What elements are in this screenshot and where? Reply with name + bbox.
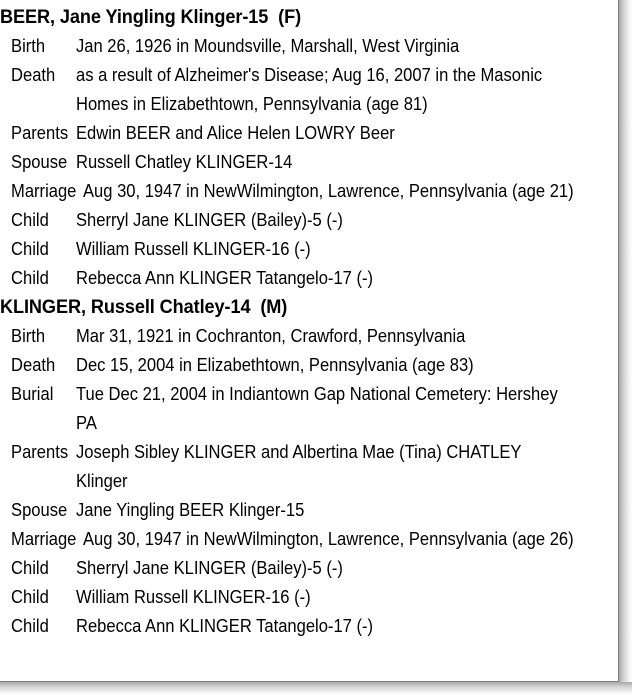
fact-label: Parents — [11, 442, 69, 462]
fact-label: Child — [11, 268, 49, 288]
fact-value: Sherryl Jane KLINGER (Bailey)-5 (-) — [76, 558, 343, 578]
fact-value: Russell Chatley KLINGER-14 — [76, 152, 293, 172]
fact-label: Child — [11, 558, 49, 578]
fact-value: Mar 31, 1921 in Cochranton, Crawford, Pennsylvania — [76, 326, 466, 346]
fact-value: William Russell KLINGER-16 (-) — [76, 239, 311, 259]
fact-row — [0, 119, 618, 148]
fact-row — [0, 322, 618, 351]
fact-label: Spouse — [11, 152, 68, 172]
fact-label: Child — [11, 616, 49, 636]
fact-label: Death — [11, 65, 56, 85]
fact-row — [0, 583, 618, 612]
fact-row — [0, 380, 618, 438]
fact-row — [0, 206, 618, 235]
person-header: BEER, Jane Yingling Klinger-15 (F) — [0, 6, 302, 28]
fact-value: William Russell KLINGER-16 (-) — [76, 587, 311, 607]
fact-label: Birth — [11, 326, 46, 346]
fact-value: Jane Yingling BEER Klinger-15 — [76, 500, 305, 520]
fact-label: Burial — [11, 384, 54, 404]
fact-label: Parents — [11, 123, 69, 143]
fact-value: Dec 15, 2004 in Elizabethtown, Pennsylvania (age 83) — [76, 355, 474, 375]
fact-row — [0, 612, 618, 641]
fact-row — [0, 496, 618, 525]
fact-row — [0, 554, 618, 583]
person-record — [0, 3, 618, 293]
fact-value: Aug 30, 1947 in NewWilmington, Lawrence, Pennsylvania (age 26) — [83, 529, 574, 549]
fact-row — [0, 264, 618, 293]
fact-label: Death — [11, 355, 56, 375]
fact-value: Tue Dec 21, 2004 in Indiantown Gap National Cemetery: Hershey PA — [76, 384, 563, 433]
fact-label: Marriage — [11, 529, 77, 549]
fact-row — [0, 148, 618, 177]
fact-row — [0, 351, 618, 380]
fact-label: Child — [11, 587, 49, 607]
fact-row — [0, 235, 618, 264]
fact-label: Child — [11, 210, 49, 230]
fact-row — [0, 177, 618, 206]
fact-label: Spouse — [11, 500, 68, 520]
fact-label: Marriage — [11, 181, 77, 201]
fact-value: Aug 30, 1947 in NewWilmington, Lawrence, Pennsylvania (age 21) — [83, 181, 574, 201]
frame-shadow-bottom — [0, 682, 632, 695]
fact-value: as a result of Alzheimer's Disease; Aug 16, 2007 in the Masonic Homes in Elizabethtown, Pennsylvania (age 81) — [76, 65, 547, 114]
person-header: KLINGER, Russell Chatley-14 (M) — [0, 296, 288, 318]
frame-shadow-right — [619, 0, 632, 682]
fact-value: Rebecca Ann KLINGER Tatangelo-17 (-) — [76, 268, 374, 288]
fact-value: Edwin BEER and Alice Helen LOWRY Beer — [76, 123, 395, 143]
person-record — [0, 293, 618, 641]
fact-value: Joseph Sibley KLINGER and Albertina Mae (Tina) CHATLEY Klinger — [76, 442, 526, 491]
fact-label: Child — [11, 239, 49, 259]
fact-row — [0, 61, 618, 119]
fact-row — [0, 32, 618, 61]
fact-value: Rebecca Ann KLINGER Tatangelo-17 (-) — [76, 616, 374, 636]
fact-label: Birth — [11, 36, 46, 56]
fact-value: Sherryl Jane KLINGER (Bailey)-5 (-) — [76, 210, 343, 230]
fact-row — [0, 525, 618, 554]
fact-row — [0, 438, 618, 496]
fact-value: Jan 26, 1926 in Moundsville, Marshall, West Virginia — [76, 36, 460, 56]
